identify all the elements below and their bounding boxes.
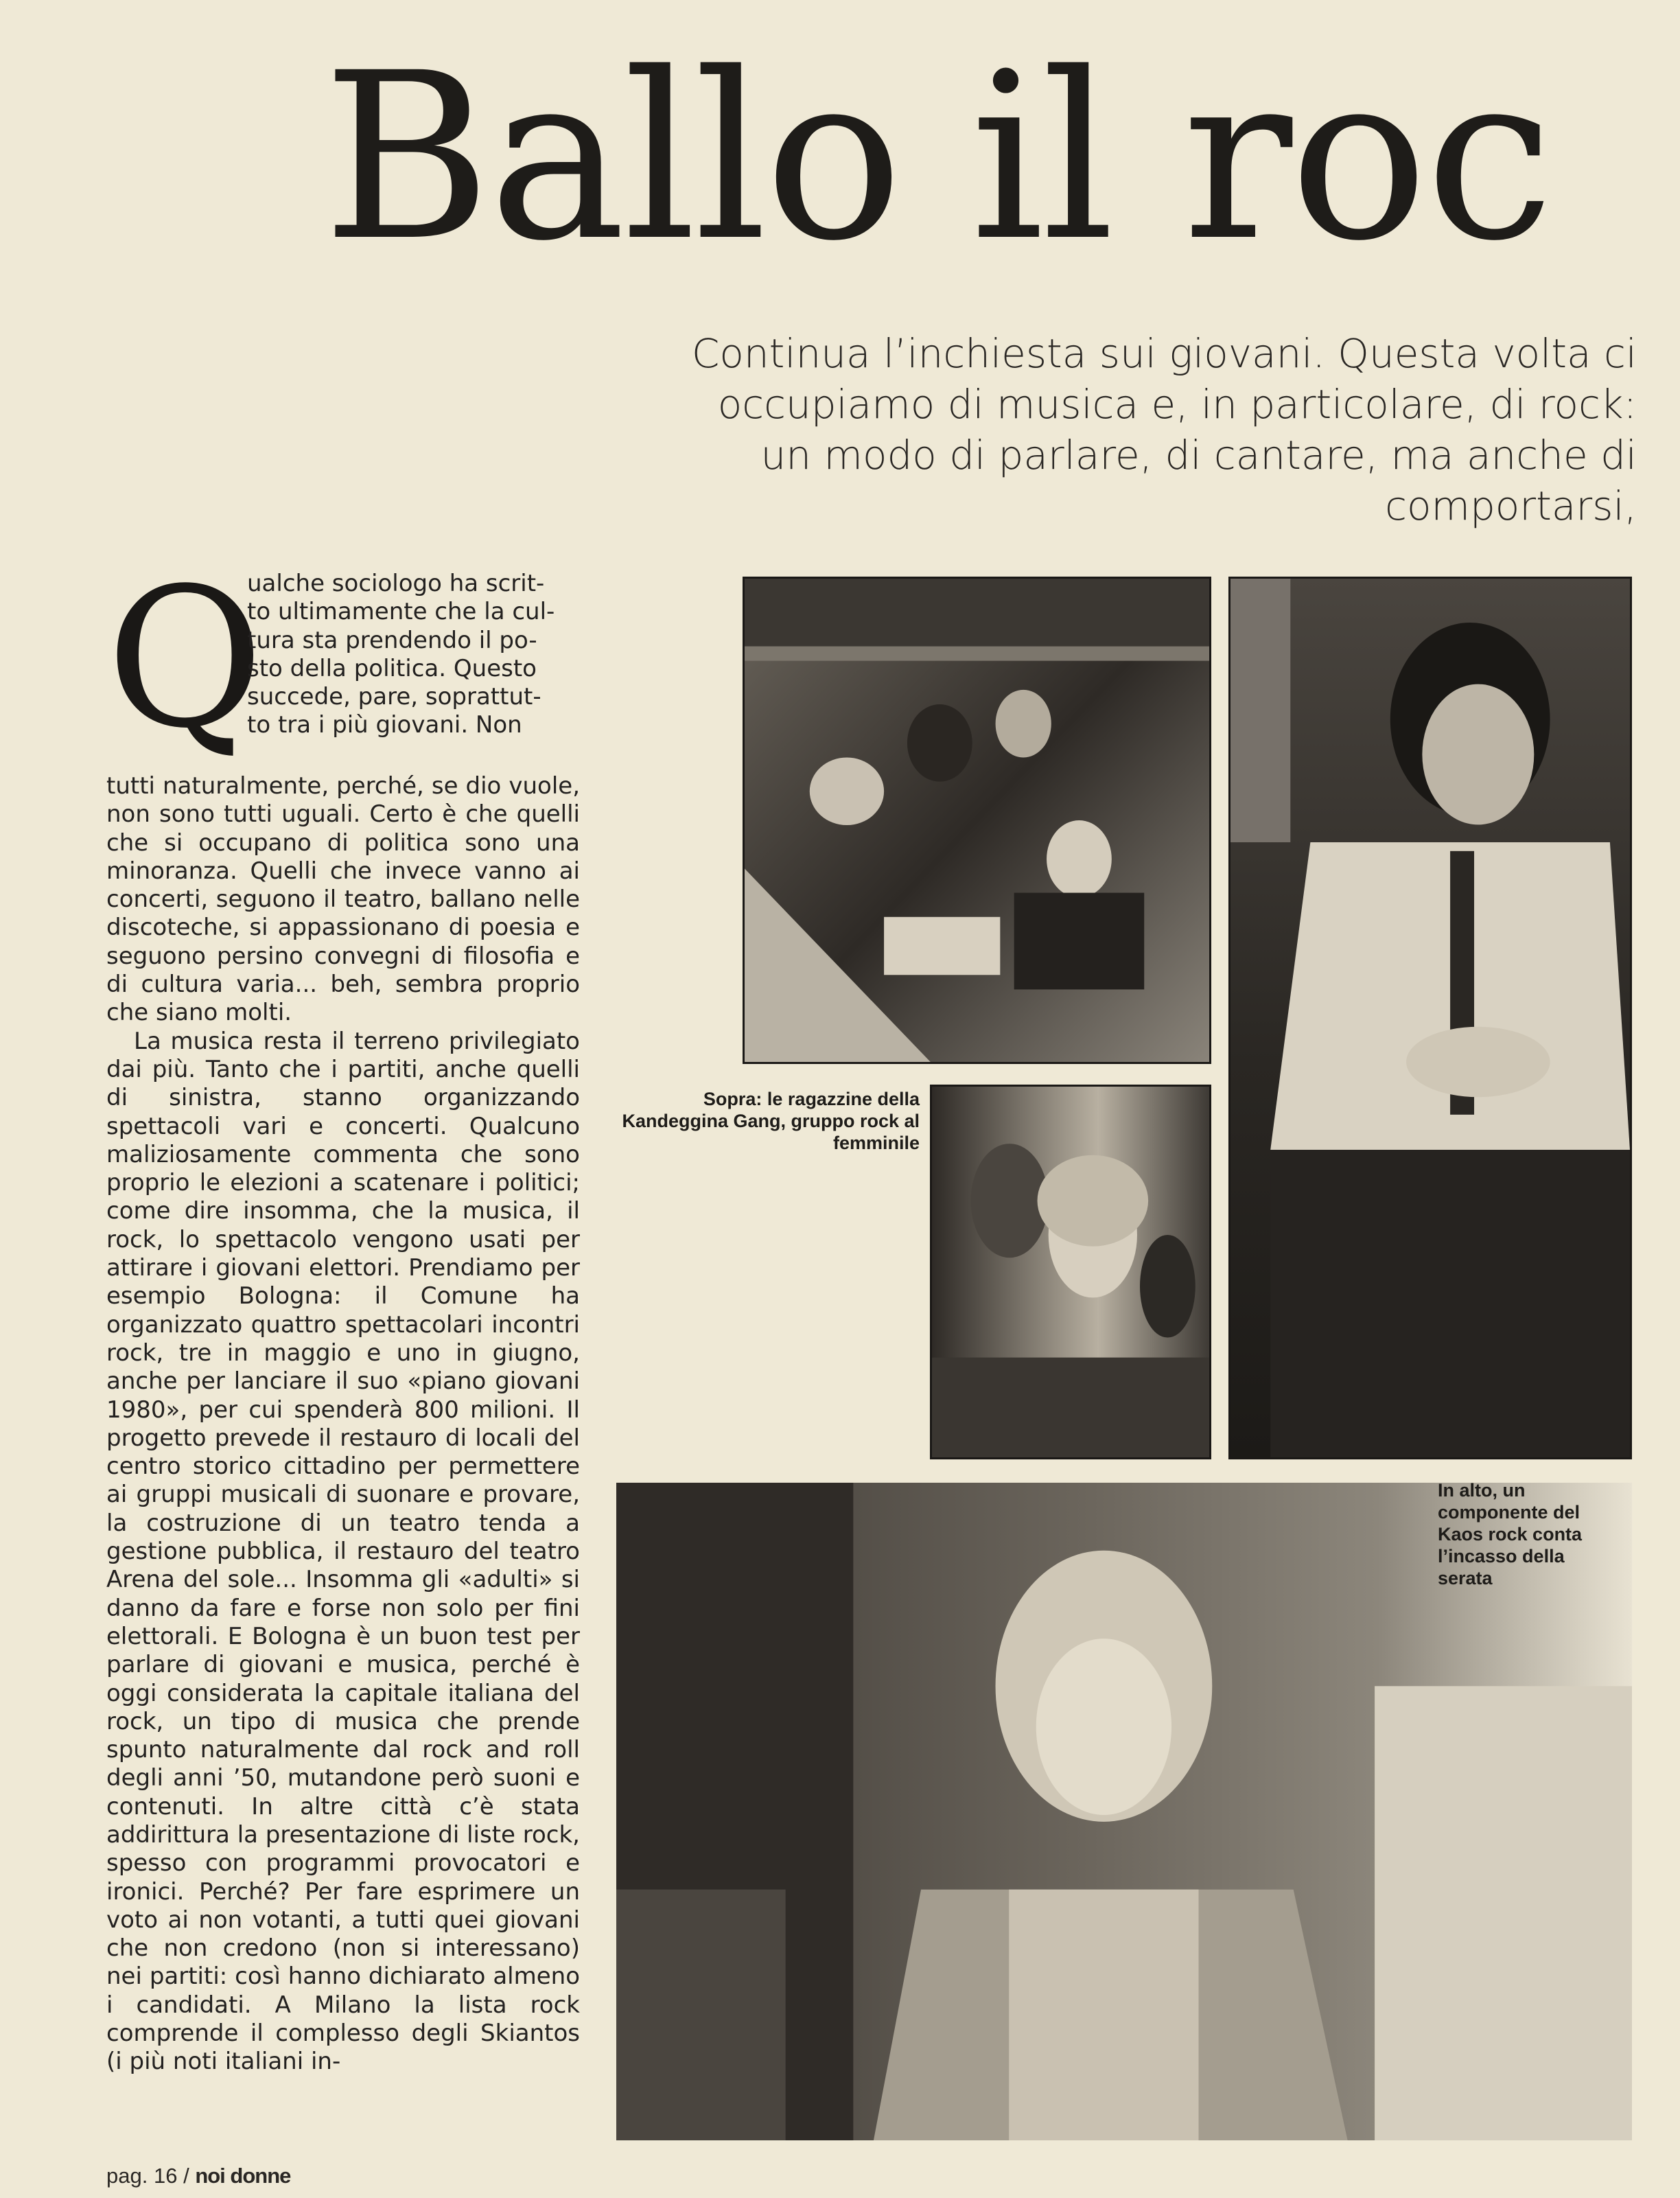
headline: Ballo il roc (323, 24, 1552, 292)
caption-kandeggina: Sopra: le ragazzine della Kandeggina Gang, gruppo rock al femminile (622, 1089, 920, 1153)
paragraph-1: tutti naturalmente, perché, se dio vuole, non sono tutti uguali. Certo è che quelli che si occupano di politica sono una minoranza. Quelli che invece vanno ai concerti, seguono il teatro, ballano nelle discoteche, si appassionano di poesia e seguono persino convegni di filosofia e di cultura varia... beh, sembra proprio che siano molti. (106, 772, 580, 1027)
intro-line: tura sta prendendo il po- (247, 626, 537, 654)
intro-line: sto della politica. Questo (247, 654, 537, 682)
intro-block (106, 547, 580, 772)
intro-line: to ultimamente che la cul- (247, 598, 555, 626)
page-number: pag. 16 (106, 2164, 178, 2188)
intro-line: to tra i più giovani. Non (247, 711, 522, 739)
caption-kaos-rock: In alto, un componente del Kaos rock conta l’incasso della serata (1438, 1480, 1583, 1588)
page-footer (106, 2162, 518, 2190)
article-body (106, 547, 580, 2076)
paragraph-2: La musica resta il terreno privilegiato dai più. Tanto che i partiti, anche quelli di sinistra, stanno organizzando spettacoli vari e concerti. Qualcuno maliziosamente commenta che sono proprio le elezioni a scatenare i politici; come dire insomma, che la musica, il rock, lo spettacolo vengono usati per attirare i giovani elettori. Prendiamo per esempio Bologna: il Comune ha organizzato quattro spettacolari incontri rock, tre in maggio e uno in giugno, anche per lanciare il suo «piano giovani 1980», per cui spenderà 800 milioni. Il progetto prevede il restauro di locali del centro storico cittadino per permettere ai gruppi musicali di suonare e provare, la costruzione di un teatro tenda a gestione pubblica, il restauro del teatro Arena del sole... Insomma gli «adulti» si danno da fare e forse non solo per fini elettorali. E Bologna è un buon test per parlare di giovani e musica, perché è oggi considerata la capitale italiana del rock, un tipo di musica che prende spunto naturalmente dal rock and roll degli anni ’50, mutandone però suoni e contenuti. In altre città c’è stata addirittura la presentazione di liste rock, spesso con programmi provocatori e ironici. Perché? Per fare esprimere un voto ai non votanti, a tutti quei giovani che non credono (non si interessano) nei partiti: così hanno dichiarato almeno i candidati. A Milano la lista rock comprende il complesso degli Skiantos (i più noti italiani in- (106, 1027, 580, 2076)
subheadline (604, 328, 1637, 531)
drop-cap: Q (106, 547, 264, 771)
intro-line: succede, pare, soprattut- (247, 683, 541, 711)
subhead-line: un modo di parlare, di cantare, ma anche di (760, 432, 1637, 478)
subhead-line: occupiamo di musica e, in particolare, di rock: (717, 381, 1637, 428)
photo-kandeggina-gang (743, 577, 1211, 1064)
magazine-name: noi donne (195, 2164, 291, 2188)
subhead-line: comportarsi, (1385, 483, 1637, 529)
subhead-line: Continua l’inchiesta sui giovani. Questa volta ci (691, 330, 1637, 377)
photo-girls-crowd (930, 1085, 1211, 1459)
intro-lines (247, 570, 580, 740)
photo-kaos-rock-member (1228, 577, 1632, 1459)
footer-separator: / (183, 2164, 189, 2188)
intro-line: ualche sociologo ha scrit- (247, 570, 545, 597)
